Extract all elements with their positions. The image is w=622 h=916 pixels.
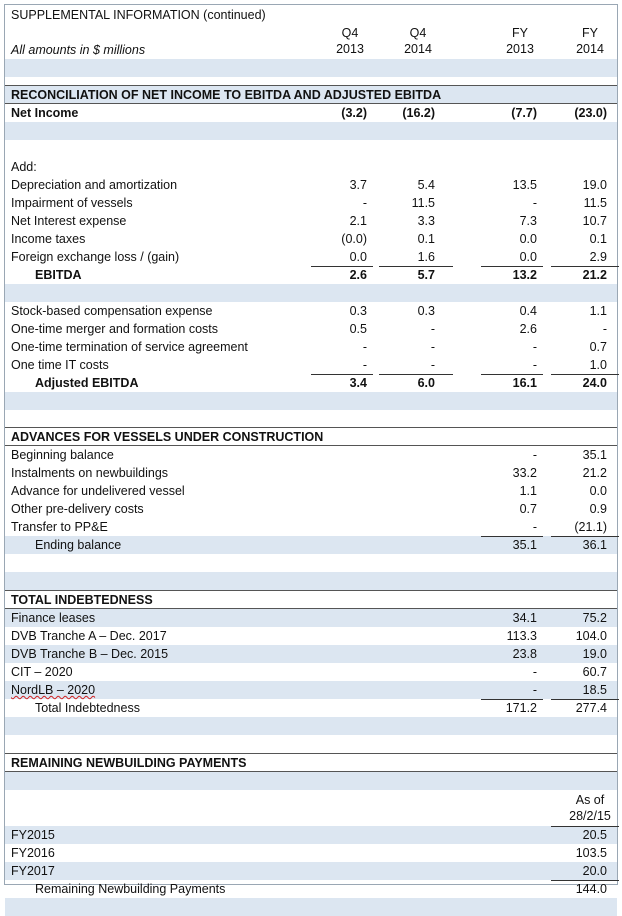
cell: 24.0 xyxy=(582,376,607,390)
table-row xyxy=(5,212,617,230)
newbuilding-col-header xyxy=(5,790,617,826)
cell: 13.2 xyxy=(512,268,537,282)
spacer-row xyxy=(5,772,617,790)
total-row-ebitda xyxy=(5,266,617,284)
cell: 2.6 xyxy=(349,268,367,282)
table-row xyxy=(5,176,617,194)
cell: 5.4 xyxy=(417,178,435,192)
row-label: Income taxes xyxy=(11,232,86,246)
cell: 0.1 xyxy=(417,232,435,246)
cell: (7.7) xyxy=(511,106,537,120)
cell: 23.8 xyxy=(512,647,537,661)
cell: (23.0) xyxy=(574,106,607,120)
column-header-row xyxy=(5,25,617,59)
section-title: REMAINING NEWBUILDING PAYMENTS xyxy=(11,756,247,770)
row-label: Foreign exchange loss / (gain) xyxy=(11,250,180,264)
spacer-row xyxy=(5,140,617,158)
cell: 0.7 xyxy=(589,340,607,354)
spacer-row xyxy=(5,410,617,427)
cell: 0.0 xyxy=(519,232,537,246)
row-label: Remaining Newbuilding Payments xyxy=(35,882,226,896)
table-row xyxy=(5,302,617,320)
cell: (3.2) xyxy=(341,106,367,120)
cell: 2.1 xyxy=(349,214,367,228)
cell: 36.1 xyxy=(582,538,607,552)
row-label: Instalments on newbuildings xyxy=(11,466,169,480)
table-row xyxy=(5,338,617,356)
section-title: TOTAL INDEBTEDNESS xyxy=(11,593,153,607)
cell: - xyxy=(430,358,435,372)
spacer-row xyxy=(5,554,617,572)
row-label: Depreciation and amortization xyxy=(11,178,178,192)
cell: - xyxy=(430,340,435,354)
cell: - xyxy=(532,520,537,534)
spacer-row xyxy=(5,122,617,140)
cell: 1.1 xyxy=(519,484,537,498)
cell: 0.3 xyxy=(417,304,435,318)
section-header-indebtedness xyxy=(5,590,617,609)
units-note: All amounts in $ millions xyxy=(11,43,146,57)
spacer-row xyxy=(5,77,617,85)
cell: 2.9 xyxy=(589,250,607,264)
cell: - xyxy=(602,322,607,336)
cell: 20.0 xyxy=(582,864,607,878)
section-header-newbuilding xyxy=(5,753,617,772)
cell: 113.3 xyxy=(506,629,537,643)
row-label: Total Indebtedness xyxy=(35,701,140,715)
cell: (21.1) xyxy=(574,520,607,534)
table-row xyxy=(5,320,617,338)
cell: 33.2 xyxy=(512,466,537,480)
cell: 2.6 xyxy=(519,322,537,336)
spacer-row xyxy=(5,735,617,753)
row-label: EBITDA xyxy=(35,268,82,282)
section-title: RECONCILIATION OF NET INCOME TO EBITDA AND ADJUSTED EBITDA xyxy=(11,88,442,102)
row-label: Ending balance xyxy=(35,538,122,552)
cell: 60.7 xyxy=(582,665,607,679)
row-label: Adjusted EBITDA xyxy=(35,376,139,390)
col-header-line: 28/2/15 xyxy=(569,809,611,823)
table-row xyxy=(5,609,617,627)
cell: 1.1 xyxy=(589,304,607,318)
cell: - xyxy=(532,340,537,354)
table-row xyxy=(5,356,617,374)
row-label: DVB Tranche B – Dec. 2015 xyxy=(11,647,169,661)
cell: 3.4 xyxy=(349,376,367,390)
col-year: 2014 xyxy=(404,42,432,56)
cell: 16.1 xyxy=(512,376,537,390)
row-label: One time IT costs xyxy=(11,358,109,372)
cell: 11.5 xyxy=(583,196,607,210)
cell: 18.5 xyxy=(582,683,607,697)
cell: - xyxy=(362,358,367,372)
cell: 0.1 xyxy=(589,232,607,246)
cell: 11.5 xyxy=(411,196,435,210)
col-header-q4-2013 xyxy=(319,25,381,57)
cell: 0.4 xyxy=(519,304,537,318)
table-row xyxy=(5,194,617,212)
cell: 6.0 xyxy=(417,376,435,390)
col-period: FY xyxy=(582,26,598,40)
cell: - xyxy=(532,448,537,462)
cell: 144.0 xyxy=(575,882,607,896)
row-label: NordLB – 2020 xyxy=(11,683,96,697)
cell: - xyxy=(532,196,537,210)
table-row xyxy=(5,230,617,248)
row-label: FY2016 xyxy=(11,846,55,860)
row-label: One-time termination of service agreement xyxy=(11,340,248,354)
section-title: ADVANCES FOR VESSELS UNDER CONSTRUCTION xyxy=(11,430,324,444)
section-header-recon xyxy=(5,85,617,104)
table-row xyxy=(5,518,617,536)
row-label: FY2015 xyxy=(11,828,55,842)
section-header-advances xyxy=(5,427,617,446)
cell: 0.3 xyxy=(349,304,367,318)
cell: 3.3 xyxy=(417,214,435,228)
row-label: Advance for undelivered vessel xyxy=(11,484,185,498)
col-header-line: As of xyxy=(575,793,605,807)
cell: - xyxy=(532,665,537,679)
spacer-row xyxy=(5,59,617,77)
cell: (0.0) xyxy=(341,232,367,246)
table-row xyxy=(5,862,617,880)
cell: - xyxy=(532,683,537,697)
cell: 0.0 xyxy=(349,250,367,264)
cell: 0.9 xyxy=(589,502,607,516)
cell: 1.6 xyxy=(417,250,435,264)
table-row xyxy=(5,627,617,645)
cell: - xyxy=(362,196,367,210)
row-label: Impairment of vessels xyxy=(11,196,133,210)
cell: 7.3 xyxy=(519,214,537,228)
row-label: Stock-based compensation expense xyxy=(11,304,213,318)
spacer-row xyxy=(5,284,617,302)
col-header-as-of xyxy=(559,792,621,824)
cell: 0.7 xyxy=(519,502,537,516)
table-row xyxy=(5,500,617,518)
row-label: Add: xyxy=(11,160,37,174)
row-label: Net Interest expense xyxy=(11,214,127,228)
add-label-row xyxy=(5,158,617,176)
cell: 10.7 xyxy=(582,214,607,228)
total-row-indebtedness xyxy=(5,699,617,717)
spacer-row xyxy=(5,572,617,590)
row-label: CIT – 2020 xyxy=(11,665,73,679)
col-header-fy-2013 xyxy=(489,25,551,57)
col-year: 2013 xyxy=(336,42,364,56)
table-row xyxy=(5,446,617,464)
table-title: SUPPLEMENTAL INFORMATION (continued) xyxy=(11,8,266,22)
cell: 19.0 xyxy=(582,178,607,192)
col-year: 2014 xyxy=(576,42,604,56)
table-row xyxy=(5,645,617,663)
cell: 5.7 xyxy=(417,268,435,282)
row-label: Beginning balance xyxy=(11,448,114,462)
col-period: Q4 xyxy=(341,26,359,40)
row-label: DVB Tranche A – Dec. 2017 xyxy=(11,629,167,643)
spacer-row xyxy=(5,717,617,735)
cell: 21.2 xyxy=(582,268,607,282)
total-row-ending-balance xyxy=(5,536,617,554)
table-row xyxy=(5,844,617,862)
supplemental-table xyxy=(4,4,618,896)
col-year: 2013 xyxy=(506,42,534,56)
cell: 277.4 xyxy=(575,701,607,715)
row-label: Finance leases xyxy=(11,611,96,625)
cell: 34.1 xyxy=(512,611,537,625)
row-label: One-time merger and formation costs xyxy=(11,322,219,336)
cell: 3.7 xyxy=(349,178,367,192)
row-label: FY2017 xyxy=(11,864,55,878)
cell: - xyxy=(430,322,435,336)
cell: 20.5 xyxy=(582,828,607,842)
cell: - xyxy=(532,358,537,372)
spacer-row xyxy=(5,898,617,916)
cell: (16.2) xyxy=(402,106,435,120)
cell: 35.1 xyxy=(512,538,537,552)
cell: 103.5 xyxy=(575,846,607,860)
table-row xyxy=(5,663,617,681)
col-period: FY xyxy=(512,26,528,40)
row-label: Transfer to PP&E xyxy=(11,520,108,534)
cell: 1.0 xyxy=(589,358,607,372)
cell: 21.2 xyxy=(582,466,607,480)
row-label: Net Income xyxy=(11,106,79,120)
spacer-row xyxy=(5,392,617,410)
table-row xyxy=(5,248,617,266)
table-row xyxy=(5,464,617,482)
cell: - xyxy=(362,340,367,354)
cell: 19.0 xyxy=(582,647,607,661)
table-row xyxy=(5,826,617,844)
table-title-row xyxy=(5,5,617,25)
cell: 13.5 xyxy=(512,178,537,192)
cell: 35.1 xyxy=(582,448,607,462)
total-row-adjusted-ebitda xyxy=(5,374,617,392)
table-row xyxy=(5,104,617,122)
cell: 75.2 xyxy=(582,611,607,625)
cell: 0.0 xyxy=(589,484,607,498)
cell: 0.0 xyxy=(519,250,537,264)
cell: 104.0 xyxy=(575,629,607,643)
col-period: Q4 xyxy=(409,26,427,40)
row-label: Other pre-delivery costs xyxy=(11,502,144,516)
table-row xyxy=(5,681,617,699)
table-row xyxy=(5,482,617,500)
total-row-newbuilding xyxy=(5,880,617,898)
col-header-q4-2014 xyxy=(387,25,449,57)
col-header-fy-2014 xyxy=(559,25,621,57)
cell: 171.2 xyxy=(505,701,537,715)
cell: 0.5 xyxy=(349,322,367,336)
